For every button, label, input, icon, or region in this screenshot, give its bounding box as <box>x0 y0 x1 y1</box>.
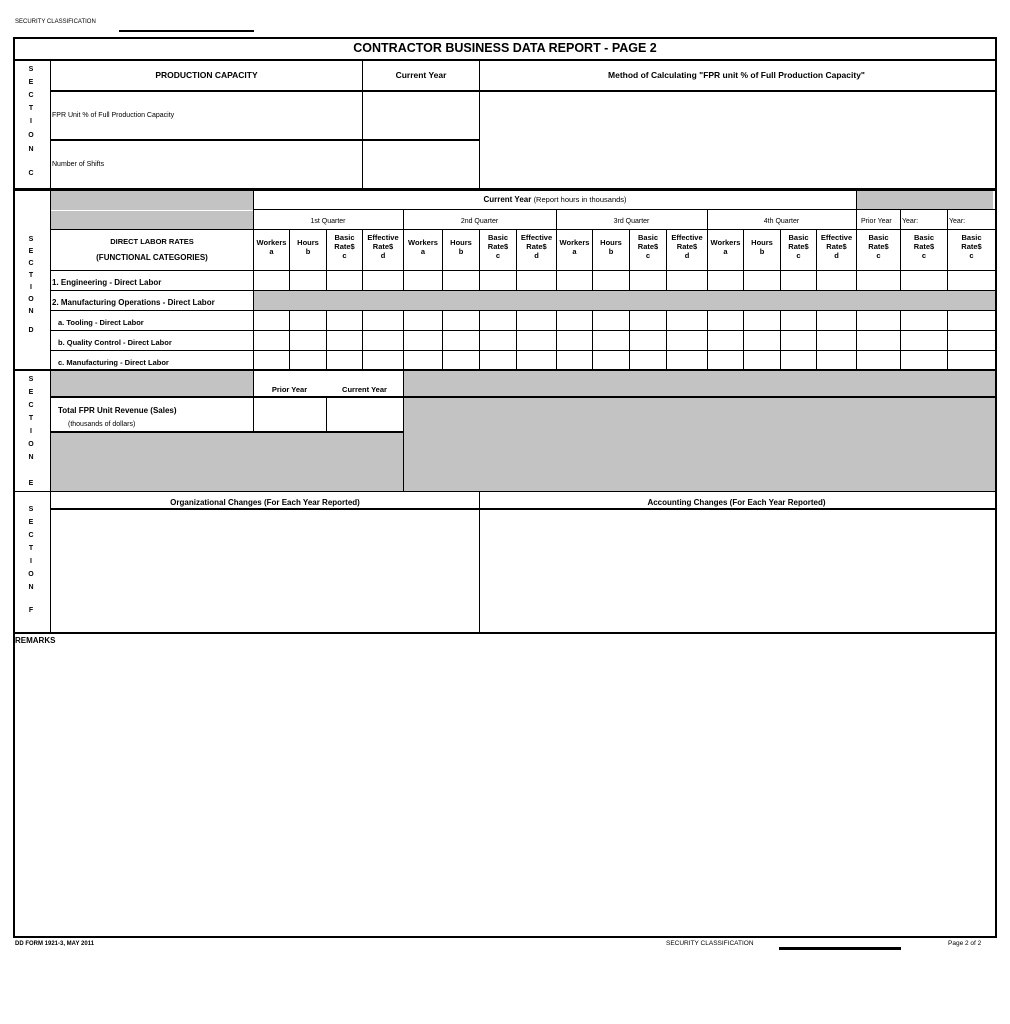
quarter-3-header: 3rd Quarter <box>613 218 650 225</box>
remarks-label: REMARKS <box>15 636 56 645</box>
section-e-prior-year: Prior Year <box>271 385 308 394</box>
current-year-header: Current Year <box>395 70 447 80</box>
method-field[interactable] <box>481 93 992 187</box>
basic-col-header: Basic Rate$ c <box>868 233 889 260</box>
number-of-shifts-label: Number of Shifts <box>52 161 105 168</box>
form-number: DD FORM 1921-3, MAY 2011 <box>15 941 95 947</box>
thousands-of-dollars-note: (thousands of dollars) <box>68 421 136 428</box>
section-e-current-year: Current Year <box>342 385 387 394</box>
gray-header-left-2 <box>51 211 253 229</box>
total-fpr-revenue-label: Total FPR Unit Revenue (Sales) <box>58 406 177 415</box>
year-2-header: Year: <box>949 218 966 225</box>
section-e-gray-bottom <box>51 433 403 491</box>
effective-col-header: Effective Rate$ d <box>671 233 703 260</box>
workers-col-header: Workers a <box>559 238 590 256</box>
manufacturing-ops-label: 2. Manufacturing Operations - Direct Labor <box>52 298 215 307</box>
number-of-shifts-current-year-field[interactable] <box>364 142 478 187</box>
workers-col-header: Workers a <box>710 238 741 256</box>
basic-col-header: Basic Rate$ c <box>487 233 509 260</box>
top-security-line <box>119 30 254 32</box>
workers-col-header: Workers a <box>256 238 287 256</box>
footer-security-line <box>779 947 901 950</box>
basic-col-header: Basic Rate$ c <box>637 233 659 260</box>
quarter-4-header: 4th Quarter <box>763 218 800 225</box>
tooling-direct-labor-label: a. Tooling - Direct Labor <box>58 318 144 327</box>
current-year-band: Current Year (Report hours in thousands) <box>483 195 627 204</box>
basic-col-header: Basic Rate$ c <box>961 233 982 260</box>
method-header: Method of Calculating "FPR unit % of Full Production Capacity" <box>608 70 865 80</box>
hours-col-header: Hours b <box>450 238 472 256</box>
fpr-unit-row-label: FPR Unit % of Full Production Capacity <box>52 112 175 119</box>
direct-labor-rates-title: DIRECT LABOR RATES <box>110 237 194 246</box>
footer-security-classification: SECURITY CLASSIFICATION <box>666 940 754 947</box>
accounting-changes-field[interactable] <box>481 511 992 631</box>
organizational-changes-header: Organizational Changes (For Each Year Reported) <box>170 498 360 507</box>
accounting-changes-header: Accounting Changes (For Each Year Reported) <box>647 498 826 507</box>
revenue-current-year-field[interactable] <box>328 399 402 430</box>
title-rule <box>13 59 995 61</box>
manufacturing-direct-labor-label: c. Manufacturing - Direct Labor <box>58 358 169 367</box>
fpr-unit-current-year-field[interactable] <box>364 93 478 138</box>
gray-header-left-1 <box>51 191 253 210</box>
hours-col-header: Hours b <box>297 238 319 256</box>
section-e-gray-left <box>51 371 253 396</box>
gray-header-right <box>857 191 993 209</box>
effective-col-header: Effective Rate$ d <box>820 233 853 260</box>
hours-col-header: Hours b <box>600 238 622 256</box>
manufacturing-ops-gray-band <box>254 291 995 310</box>
hours-col-header: Hours b <box>751 238 773 256</box>
page-number: Page 2 of 2 <box>948 940 982 947</box>
basic-col-header: Basic Rate$ c <box>334 233 355 260</box>
section-e-gray-right <box>404 371 995 491</box>
workers-col-header: Workers a <box>408 238 438 256</box>
page-title: CONTRACTOR BUSINESS DATA REPORT - PAGE 2 <box>353 41 657 55</box>
quarter-2-header: 2nd Quarter <box>460 218 499 225</box>
prior-year-header: Prior Year <box>861 218 892 225</box>
organizational-changes-field[interactable] <box>52 511 478 631</box>
engineering-direct-labor-label: 1. Engineering - Direct Labor <box>52 278 162 287</box>
quality-control-label: b. Quality Control - Direct Labor <box>58 338 172 347</box>
top-security-classification: SECURITY CLASSIFICATION <box>15 19 96 25</box>
basic-col-header: Basic Rate$ c <box>913 233 935 260</box>
revenue-prior-year-field[interactable] <box>255 399 325 430</box>
basic-col-header: Basic Rate$ c <box>788 233 809 260</box>
year-1-header: Year: <box>902 218 919 225</box>
effective-col-header: Effective Rate$ d <box>520 233 553 260</box>
effective-col-header: Effective Rate$ d <box>367 233 399 260</box>
production-capacity-header: PRODUCTION CAPACITY <box>155 70 258 80</box>
remarks-field[interactable] <box>16 650 992 932</box>
direct-labor-rates-subtitle: (FUNCTIONAL CATEGORIES) <box>96 253 208 262</box>
quarter-1-header: 1st Quarter <box>310 218 346 225</box>
